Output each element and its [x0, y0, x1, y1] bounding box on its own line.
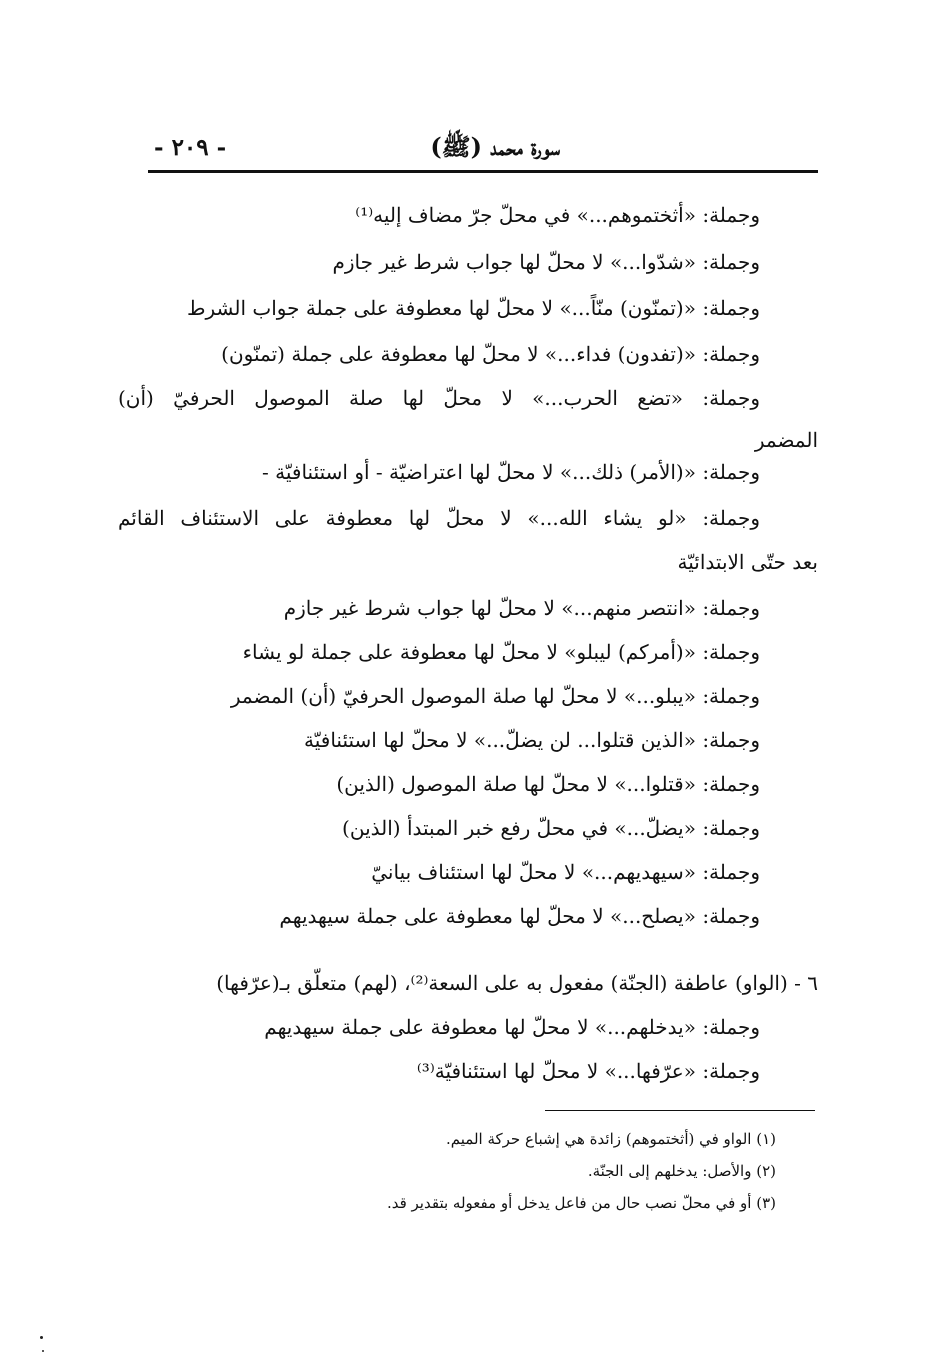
- grammar-line-continued: بعد حتّى الابتدائيّة: [677, 550, 818, 574]
- grammar-line: وجملة: «(الأمر) ذلك...» لا محلّ لها اعتراضيّة - أو استئنافيّة -: [262, 460, 760, 484]
- grammar-line: وجملة: «قتلوا...» لا محلّ لها صلة الموصول (الذين): [336, 772, 760, 796]
- grammar-line: وجملة: «يضلّ...» في محلّ رفع خبر المبتدأ (الذين): [342, 816, 760, 840]
- page-number: - ٢٠٩ -: [154, 134, 227, 161]
- grammar-line: وجملة: «(تمنّون) منّاً...» لا محلّ لها معطوفة على جملة جواب الشرط: [187, 296, 760, 320]
- grammar-line: وجملة: «يبلو...» لا محلّ لها صلة الموصول الحرفيّ (أن) المضمر: [230, 684, 760, 708]
- footnote: (٢) والأصل: يدخلهم إلى الجنّة.: [587, 1162, 776, 1180]
- grammar-line: وجملة: «شدّوا...» لا محلّ لها جواب شرط غير جازم: [332, 250, 760, 274]
- grammar-line: وجملة: «الذين قتلوا... لن يضلّ...» لا محلّ لها استئنافيّة: [304, 728, 760, 752]
- grammar-line-continued: المضمر: [754, 428, 818, 452]
- footnote-rule: [545, 1110, 815, 1111]
- numbered-entry: ٦ - (الواو) عاطفة (الجنّة) مفعول به على السعة⁽²⁾، (لهم) متعلّق بـ(عرّفها): [216, 971, 818, 995]
- grammar-line: وجملة: «تضع الحرب...» لا محلّ لها صلة الموصول الحرفيّ (أن): [118, 386, 760, 410]
- grammar-line: وجملة: «عرّفها...» لا محلّ لها استئنافيّة⁽³⁾: [416, 1059, 760, 1083]
- grammar-line: وجملة: «انتصر منهم...» لا محلّ لها جواب شرط غير جازم: [283, 596, 760, 620]
- grammar-line: وجملة: «سيهديهم...» لا محلّ لها استئناف بيانيّ: [371, 860, 760, 884]
- grammar-line: وجملة: «يدخلهم...» لا محلّ لها معطوفة على جملة سيهديهم: [264, 1015, 760, 1039]
- footnote: (٣) أو في محلّ نصب حال من فاعل يدخل أو مفعوله بتقدير قد.: [386, 1194, 776, 1212]
- grammar-line: وجملة: «أثختموهم...» في محلّ جرّ مضاف إليه⁽¹⁾: [355, 203, 760, 227]
- scan-speck: [42, 1350, 44, 1352]
- grammar-line: وجملة: «لو يشاء الله...» لا محلّ لها معطوفة على الاستئناف القائم: [118, 506, 760, 530]
- page-header: [148, 126, 818, 170]
- header-rule: [148, 170, 818, 173]
- grammar-line: وجملة: «يصلح...» لا محلّ لها معطوفة على جملة سيهديهم: [279, 904, 760, 928]
- surah-title: سورة محمد (ﷺ): [430, 132, 560, 161]
- scan-speck: [40, 1336, 43, 1339]
- footnote: (١) الواو في (أثختموهم) زائدة هي إشباع حركة الميم.: [446, 1130, 776, 1148]
- grammar-line: وجملة: «(تفدون) فداء...» لا محلّ لها معطوفة على جملة (تمنّون): [221, 342, 760, 366]
- grammar-line: وجملة: «(أمركم) ليبلو» لا محلّ لها معطوفة على جملة لو يشاء: [242, 640, 760, 664]
